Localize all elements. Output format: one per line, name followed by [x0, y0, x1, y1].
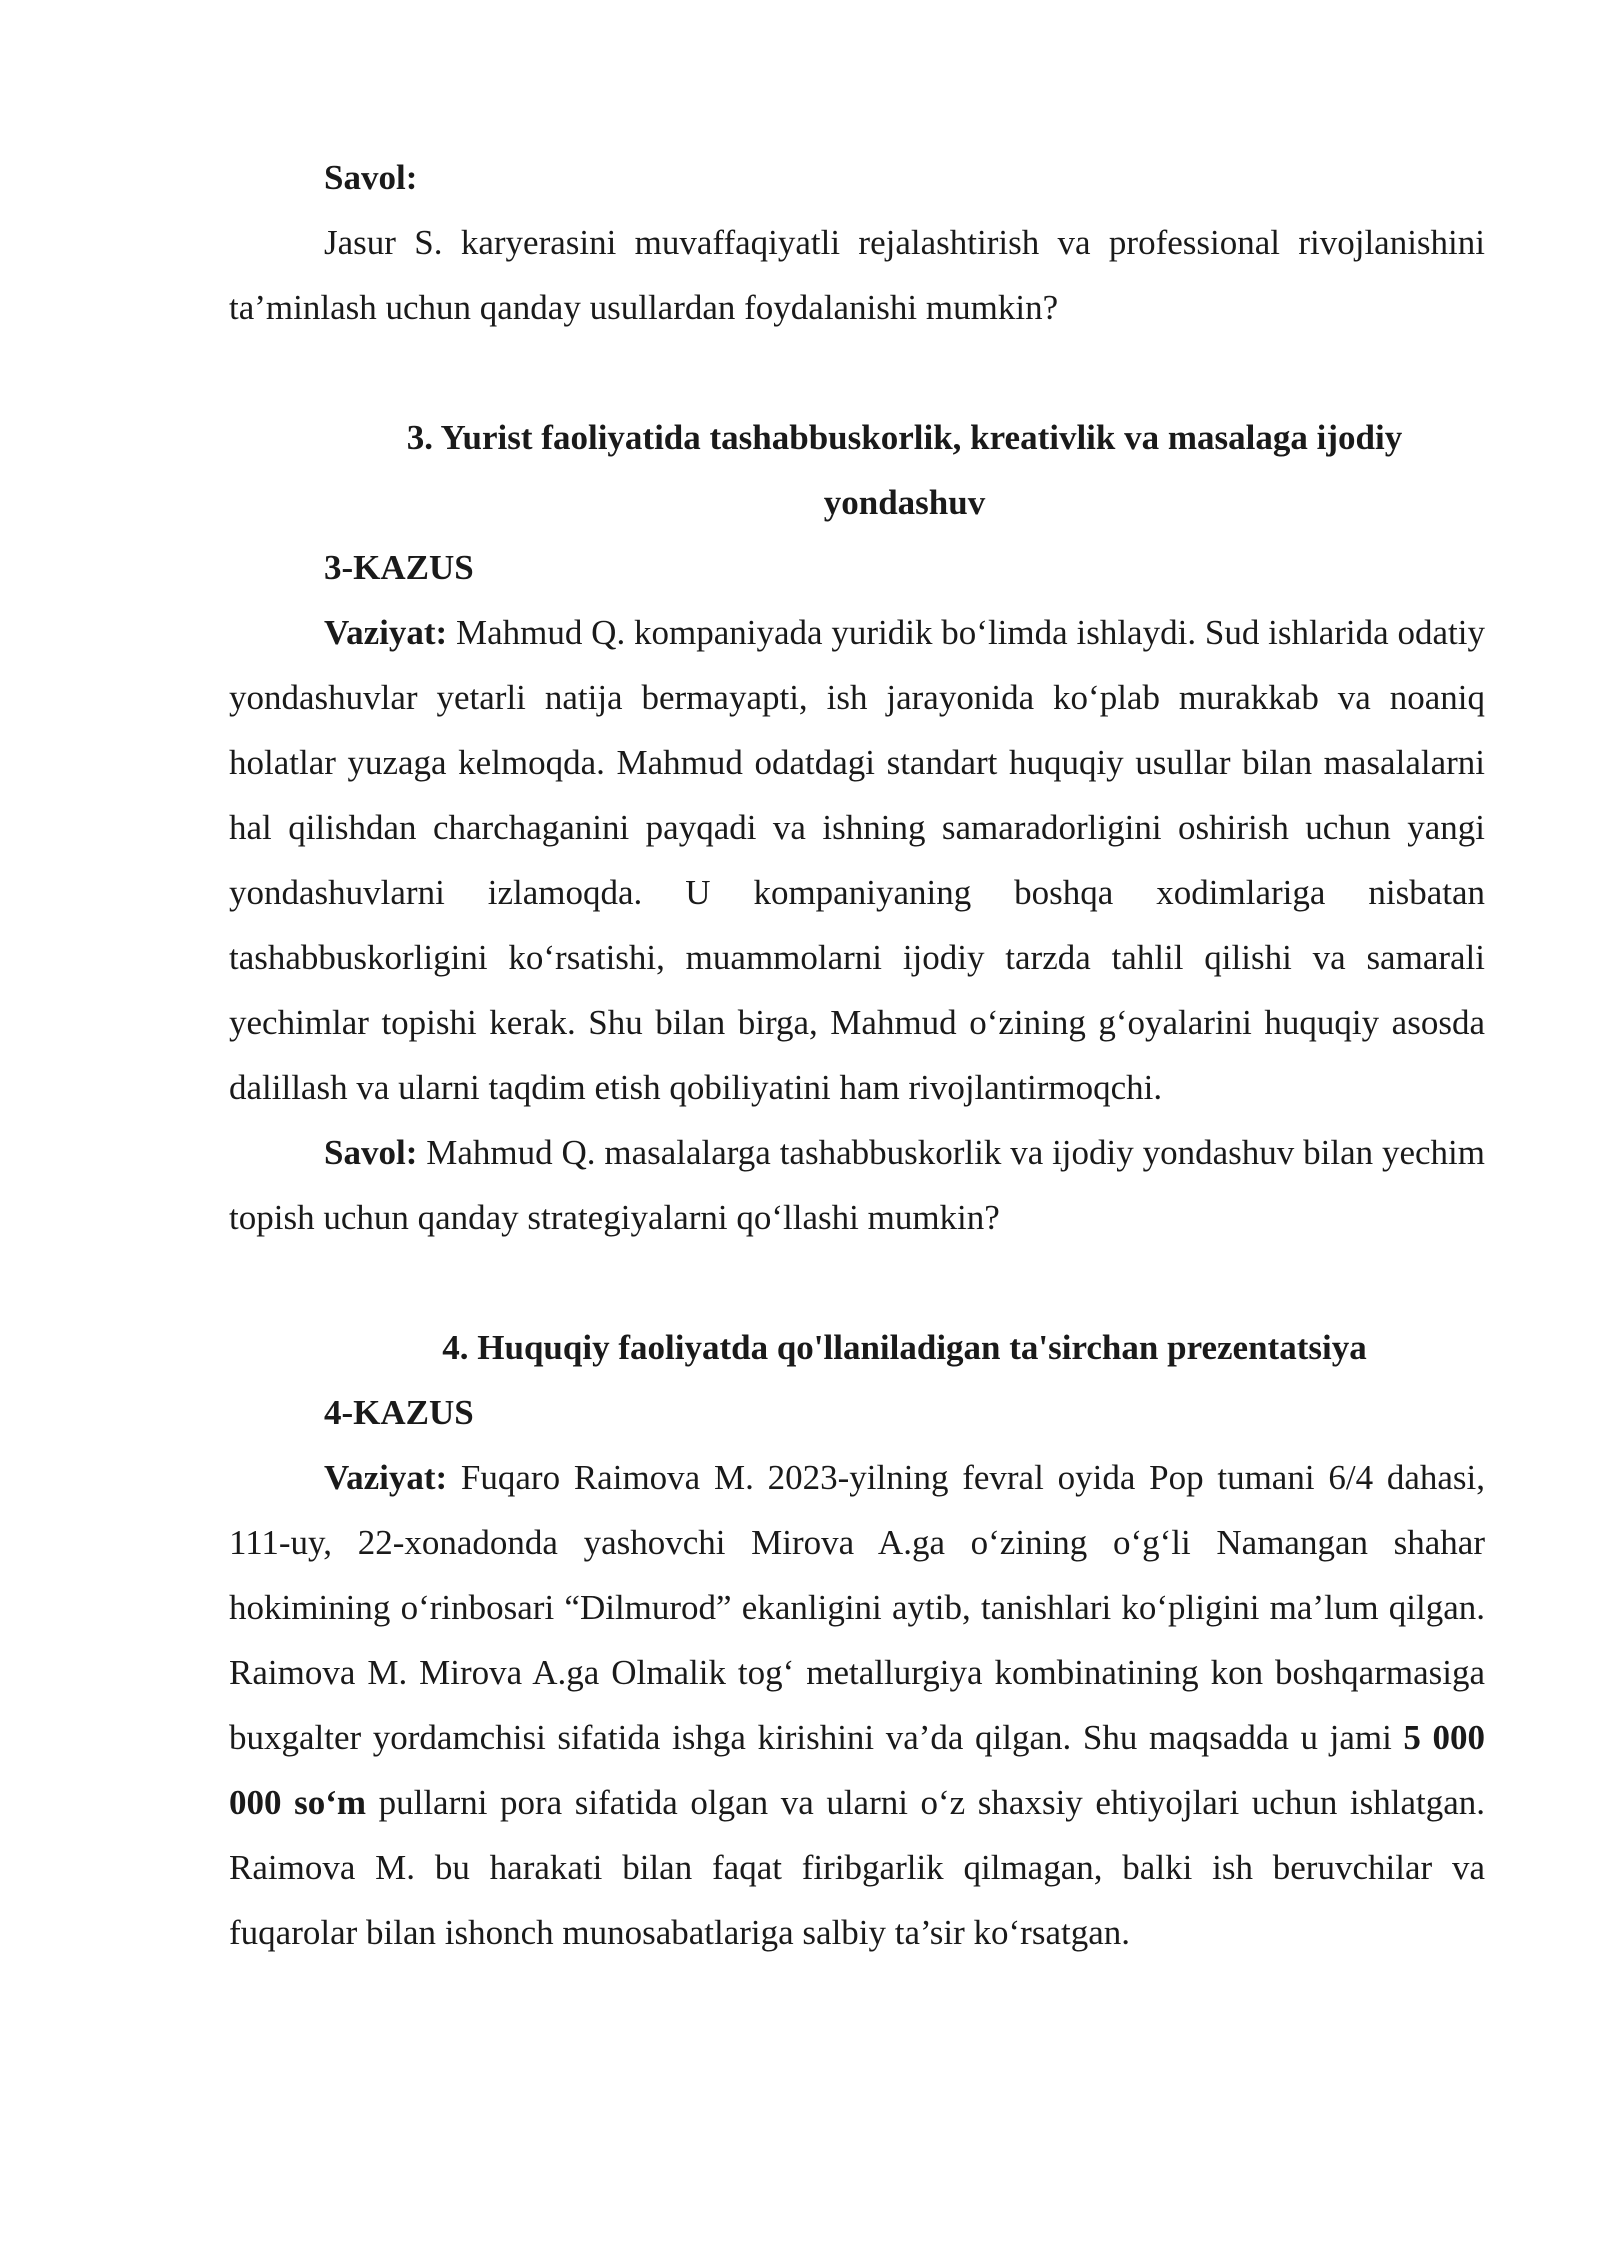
kazus-3-heading: 3-KAZUS: [324, 548, 474, 587]
situation-text: Mahmud Q. kompaniyada yuridik bo‘limda ishlaydi. Sud ishlarida odatiy yondashuvlar yetarli natija bermayapti, ish jarayonida ko‘plab murakkab va noaniq holatlar yuzaga kelmoqda. Mahmud odatdagi standart huquqiy usullar bilan masalalarni hal qilishdan charchaganini payqadi va ishning samaradorligini oshirish uchun yangi yondashuvlarni izlamoqda. U kompaniyaning boshqa xodimlariga nisbatan tashabbuskorligini ko‘rsatishi, muammolarni ijodiy tarzda tahlil qilishi va samarali yechimlar topishi kerak. Shu bilan birga, Mahmud o‘zining g‘oyalarini huquqiy asosda dalillash va ularni taqdim etish qobiliyatini ham rivojlantirmoqchi.: [229, 613, 1485, 1107]
kazus-4-situation: [229, 1445, 1485, 1965]
kazus-3-question: [229, 1120, 1485, 1250]
situation-text-part-1: Fuqaro Raimova M. 2023-yilning fevral oyida Pop tumani 6/4 dahasi, 111-uy, 22-xonadonda yashovchi Mirova A.ga o‘zining o‘g‘li Namangan shahar hokimining o‘rinbosari “Dilmurod” ekanligini aytib, tanishlari ko‘pligini ma’lum qilgan. Raimova M. Mirova A.ga Olmalik tog‘ metallurgiya kombinatining kon boshqarmasiga buxgalter yordamchisi sifatida ishga kirishini va’da qilgan. Shu maqsadda u jami: [229, 1458, 1485, 1757]
document-page: [229, 145, 1485, 1965]
savol-label: Savol:: [324, 158, 418, 197]
spacer: [229, 1250, 1485, 1315]
amount-value: 5 000 000 so‘m: [229, 1718, 1486, 1822]
kazus-3-situation: [229, 600, 1485, 1120]
situation-text-part-2: pullarni pora sifatida olgan va ularni o‘z shaxsiy ehtiyojlari uchun ishlatgan. Raimova M. bu harakati bilan faqat firibgarlik qilmagan, balki ish beruvchilar va fuqarolar bilan ishonch munosabatlariga salbiy ta’sir ko‘rsatgan.: [229, 1783, 1486, 1952]
situation-label: Vaziyat:: [324, 1458, 448, 1497]
situation-label: Vaziyat:: [324, 613, 448, 652]
question-block-text: Jasur S. karyerasini muvaffaqiyatli rejalashtirish va professional rivojlanishini ta’minlash uchun qanday usullardan foydalanishi mumkin?: [229, 223, 1485, 327]
question-block-label: [229, 145, 1485, 210]
spacer: [229, 340, 1485, 405]
section-4-title: 4. Huquqiy faoliyatda qo'llaniladigan ta'sirchan prezentatsiya: [442, 1328, 1367, 1367]
kazus-4-heading: 4-KAZUS: [324, 1393, 474, 1432]
question-label: Savol:: [324, 1133, 418, 1172]
section-3-title: 3. Yurist faoliyatida tashabbuskorlik, kreativlik va masalaga ijodiy yondashuv: [406, 418, 1403, 522]
question-text: Mahmud Q. masalalarga tashabbuskorlik va ijodiy yondashuv bilan yechim topish uchun qanday strategiyalarni qo‘llashi mumkin?: [229, 1133, 1485, 1237]
